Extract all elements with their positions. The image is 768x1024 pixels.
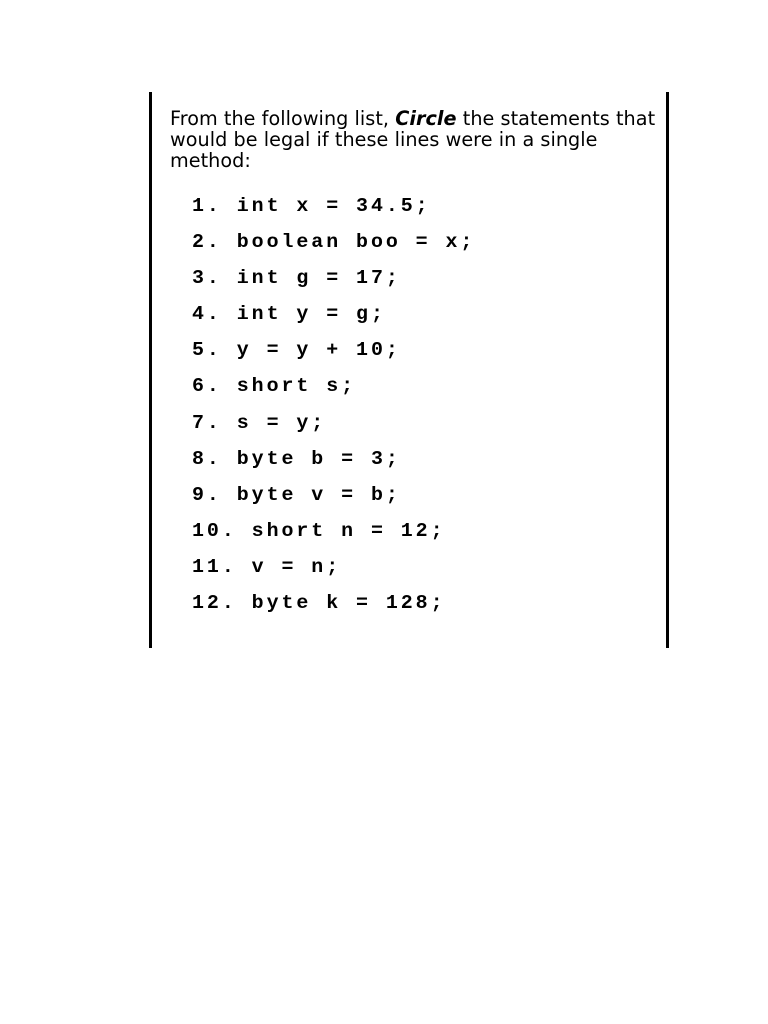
statement-item: [192, 521, 475, 557]
statement-number: 2.: [192, 231, 222, 254]
statement-item: [192, 340, 475, 376]
statement-code: y = y + 10;: [236, 339, 401, 362]
statement-number: 7.: [192, 411, 222, 434]
statement-number: 6.: [192, 375, 222, 398]
statement-item: [192, 376, 475, 412]
statement-number: 1.: [192, 195, 222, 217]
statement-code: short n = 12;: [251, 519, 446, 542]
statement-item: [192, 268, 475, 304]
statement-item: [192, 557, 475, 593]
statement-number: 9.: [192, 483, 222, 506]
statement-code: int g = 17;: [236, 267, 401, 290]
statement-code: v = n;: [251, 555, 342, 578]
statement-item: [192, 304, 475, 340]
statement-code: boolean boo = x;: [236, 231, 476, 254]
statement-item: [192, 232, 475, 268]
statement-number: 3.: [192, 267, 222, 290]
statement-item: [192, 485, 475, 521]
instruction-post: the statements that would be legal if these lines were in a single method:: [170, 107, 656, 172]
statement-code: int y = g;: [236, 303, 386, 326]
instruction-text: [170, 108, 665, 171]
statement-number: 12.: [192, 592, 237, 615]
statement-code: byte k = 128;: [251, 592, 446, 615]
statement-number: 11.: [192, 555, 237, 578]
statement-number: 10.: [192, 519, 237, 542]
statement-number: 5.: [192, 339, 222, 362]
statement-item: [192, 413, 475, 449]
statement-item: [192, 449, 475, 485]
statement-code: int x = 34.5;: [236, 195, 431, 217]
statement-item: [192, 196, 475, 232]
statement-number: 4.: [192, 303, 222, 326]
exercise-card: [149, 92, 669, 648]
statement-code: short s;: [236, 375, 357, 398]
statement-item: [192, 593, 475, 629]
statement-code: s = y;: [236, 411, 327, 434]
statement-list: [192, 195, 476, 629]
statement-code: byte v = b;: [236, 483, 401, 506]
statement-number: 8.: [192, 447, 222, 470]
instruction-emphasis: Circle: [395, 107, 457, 130]
statement-code: byte b = 3;: [236, 447, 401, 470]
instruction-pre: From the following list,: [170, 107, 396, 130]
